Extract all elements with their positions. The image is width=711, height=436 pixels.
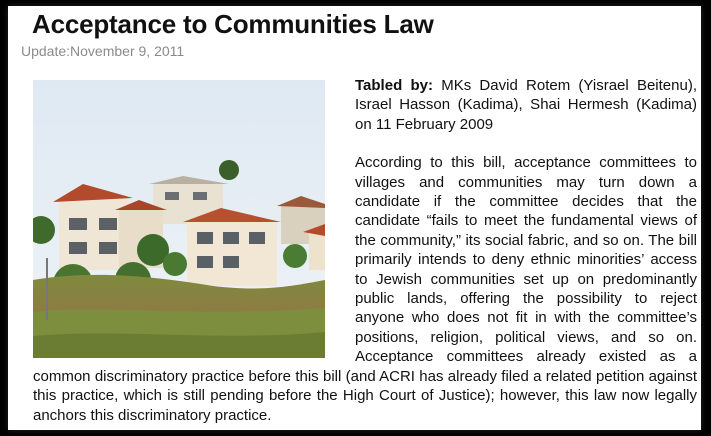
tabled-by-label: Tabled by: xyxy=(355,77,433,94)
page-title: Acceptance to Communities Law xyxy=(32,9,434,39)
article-body xyxy=(33,76,697,425)
article-panel xyxy=(8,6,701,430)
update-date: Update:November 9, 2011 xyxy=(21,43,185,59)
tabled-by-text: MKs David Rotem (Yisrael Beitenu), Israel Hasson (Kadima), Shai Hermesh (Kadima) on 11 February 2009 xyxy=(355,77,697,133)
community-photo xyxy=(33,80,325,358)
article-text: According to this bill, acceptance committees to villages and communities may turn down a candidate if the committee decides that the candidate “fails to meet the fundamental views of the community,” its social fabric, and so on. The bill primarily intends to deny ethnic minorities’ access to Jewish communities set up on predominantly public lands, offering the possibility to reject anyone who does not fit in with the committee’s positions, religion, political views, and so on. Acceptance committees already existed as a common discriminatory practice before this bill (and ACRI has already filed a related petition against this practice, which is still pending before the High Court of Justice); however, this law now legally anchors this discriminatory practice. xyxy=(33,154,697,424)
